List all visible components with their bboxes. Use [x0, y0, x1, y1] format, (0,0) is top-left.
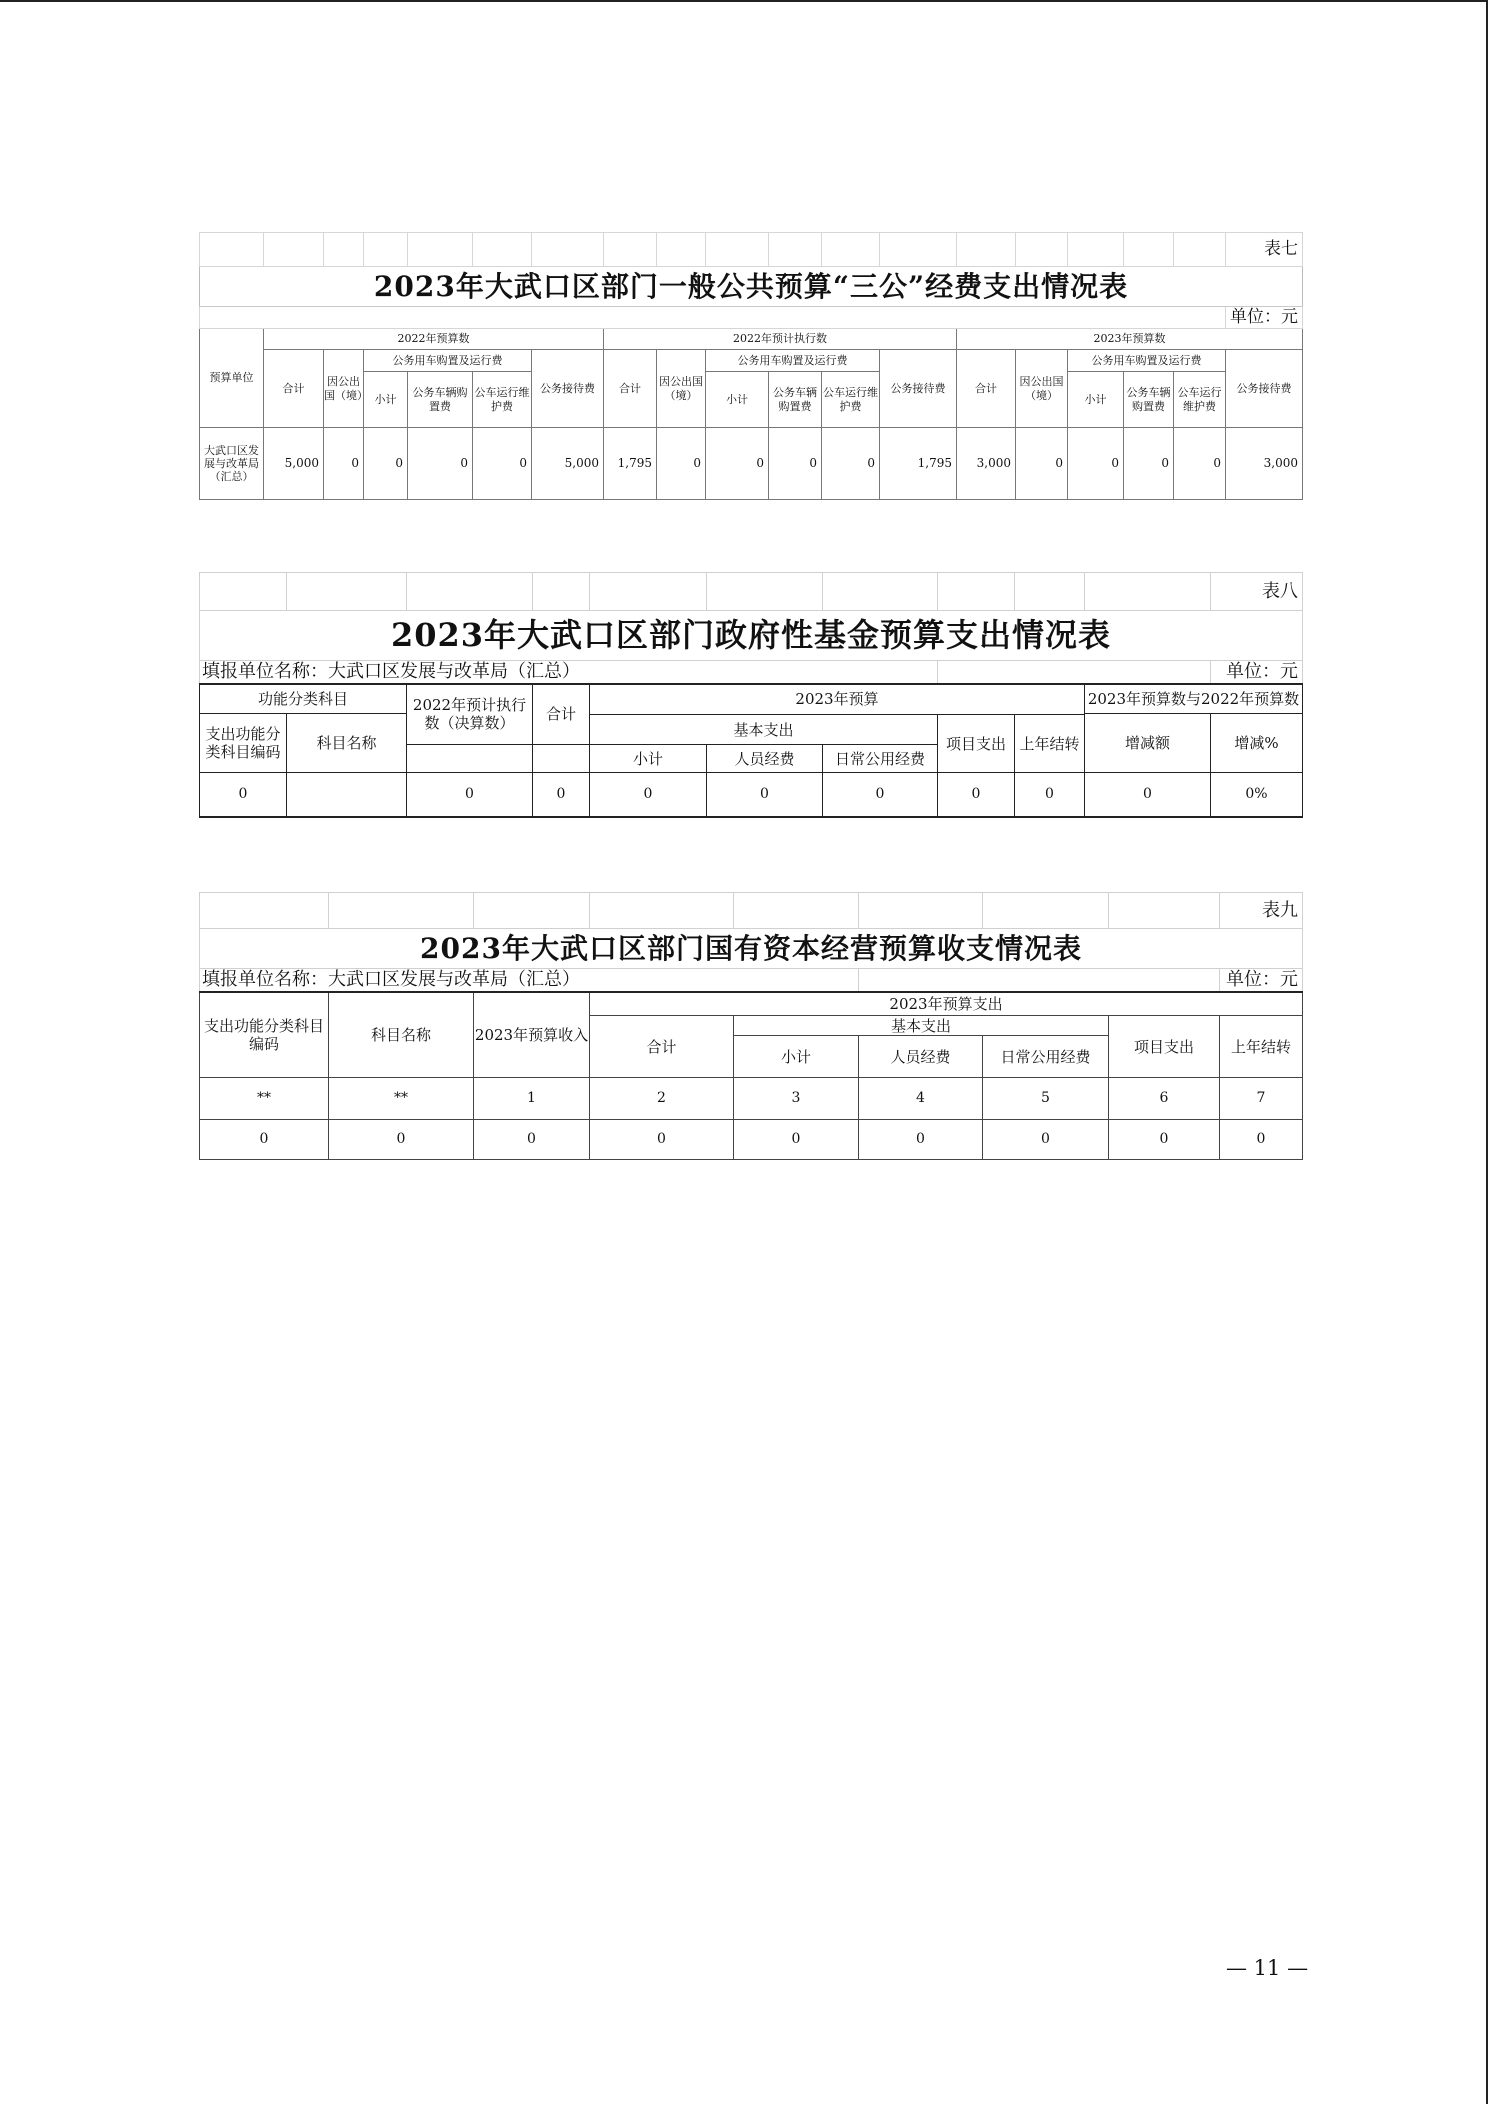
cell-2022-exec-reception: 1,795 — [880, 428, 957, 500]
column-header-daily: 日常公用经费 — [823, 745, 938, 773]
index-cell: 7 — [1220, 1078, 1303, 1120]
cell-2023-budget-purchase: 0 — [1124, 428, 1174, 500]
cell-subtotal: 0 — [590, 773, 707, 817]
group-header-2023-budget: 2023年预算 — [590, 684, 1085, 715]
column-header-total-spacer — [533, 745, 590, 773]
index-cell: ** — [329, 1078, 474, 1120]
cell-2023-budget-subtotal: 0 — [1068, 428, 1124, 500]
cell-total: 0 — [533, 773, 590, 817]
cell-daily: 0 — [823, 773, 938, 817]
cell-carry: 0 — [1220, 1120, 1303, 1160]
cell-2022-budget-reception: 5,000 — [532, 428, 604, 500]
column-header-project: 项目支出 — [938, 715, 1015, 773]
column-header-total: 合计 — [957, 350, 1016, 428]
table-state-capital-budget — [199, 892, 1303, 1160]
cell-2022-budget-abroad: 0 — [324, 428, 364, 500]
table-government-fund-budget — [199, 572, 1303, 818]
table-three-public-expenses — [199, 232, 1303, 500]
cell-2023-budget-operation: 0 — [1174, 428, 1226, 500]
cell-2022-exec-abroad: 0 — [657, 428, 706, 500]
cell-income: 0 — [474, 1120, 590, 1160]
column-header-total: 合计 — [264, 350, 324, 428]
table-tag: 表九 — [1220, 893, 1303, 929]
column-header-abroad: 因公出国（境） — [324, 350, 364, 428]
column-header-subtotal: 小计 — [706, 372, 769, 428]
cell-2023-budget-total: 3,000 — [957, 428, 1016, 500]
cell-personnel: 0 — [707, 773, 823, 817]
column-header-name: 科目名称 — [287, 714, 407, 773]
cell-2022-budget-total: 5,000 — [264, 428, 324, 500]
cell-2022-budget-operation: 0 — [473, 428, 532, 500]
cell-personnel: 0 — [859, 1120, 983, 1160]
table-title: 2023年大武口区部门国有资本经营预算收支情况表 — [200, 929, 1303, 969]
group-header-compare: 2023年预算数与2022年预算数 — [1085, 684, 1303, 714]
cell-subtotal: 0 — [734, 1120, 859, 1160]
column-header-name: 科目名称 — [329, 992, 474, 1078]
column-header-total: 合计 — [533, 684, 590, 745]
column-header-subtotal: 小计 — [590, 745, 707, 773]
cell-2022-exec-total: 1,795 — [604, 428, 657, 500]
column-header-basic: 基本支出 — [590, 715, 938, 745]
column-header-operation: 公车运行维护费 — [822, 372, 880, 428]
column-header-purchase: 公务车辆购置费 — [408, 372, 473, 428]
column-header-unit: 预算单位 — [200, 329, 264, 428]
column-header-carry: 上年结转 — [1015, 715, 1085, 773]
page-top-edge — [0, 0, 1488, 2]
column-header-abroad: 因公出国（境） — [1016, 350, 1068, 428]
cell-carry: 0 — [1015, 773, 1085, 817]
column-header-purchase: 公务车辆购置费 — [1124, 372, 1174, 428]
cell-2022-exec-purchase: 0 — [769, 428, 822, 500]
unit-label: 单位：元 — [1226, 307, 1303, 329]
index-cell: 4 — [859, 1078, 983, 1120]
index-cell: 3 — [734, 1078, 859, 1120]
column-header-vehicle: 公务用车购置及运行费 — [364, 350, 532, 372]
row-unit-name: 大武口区发展与改革局（汇总） — [200, 428, 264, 500]
column-header-operation: 公车运行维护费 — [473, 372, 532, 428]
org-label: 填报单位名称：大武口区发展与改革局（汇总） — [200, 969, 859, 992]
cell-2022-budget-subtotal: 0 — [364, 428, 408, 500]
column-header-reception: 公务接待费 — [532, 350, 604, 428]
column-header-carry: 上年结转 — [1220, 1016, 1303, 1078]
cell-name: 0 — [329, 1120, 474, 1160]
column-header-diff: 增减额 — [1085, 714, 1211, 773]
cell-2023-budget-abroad: 0 — [1016, 428, 1068, 500]
cell-2023-budget-reception: 3,000 — [1226, 428, 1303, 500]
column-header-vehicle: 公务用车购置及运行费 — [1068, 350, 1226, 372]
column-header-vehicle: 公务用车购置及运行费 — [706, 350, 880, 372]
group-header-2022-execution: 2022年预计执行数 — [604, 329, 957, 350]
column-header-code: 支出功能分类科目编码 — [200, 714, 287, 773]
cell-daily: 0 — [983, 1120, 1109, 1160]
column-header-daily: 日常公用经费 — [983, 1036, 1109, 1078]
cell-project: 0 — [1109, 1120, 1220, 1160]
unit-label: 单位：元 — [1220, 969, 1303, 992]
cell-2022-budget-purchase: 0 — [408, 428, 473, 500]
cell-diff: 0 — [1085, 773, 1211, 817]
column-header-reception: 公务接待费 — [1226, 350, 1303, 428]
column-header-reception: 公务接待费 — [880, 350, 957, 428]
table-tag: 表八 — [1211, 573, 1303, 611]
column-header-exec2022: 2022年预计执行数（决算数） — [407, 684, 533, 745]
unit-label: 单位：元 — [1211, 661, 1303, 684]
column-header-operation: 公车运行维护费 — [1174, 372, 1226, 428]
column-header-exec2022-spacer — [407, 745, 533, 773]
column-header-abroad: 因公出国（境） — [657, 350, 706, 428]
index-cell: 2 — [590, 1078, 734, 1120]
cell-diff-pct: 0% — [1211, 773, 1303, 817]
column-header-personnel: 人员经费 — [707, 745, 823, 773]
column-header-func: 功能分类科目 — [200, 684, 407, 714]
table-title: 2023年大武口区部门政府性基金预算支出情况表 — [200, 611, 1303, 661]
column-header-total: 合计 — [590, 1016, 734, 1078]
index-cell: 6 — [1109, 1078, 1220, 1120]
cell-code: 0 — [200, 1120, 329, 1160]
index-cell: 5 — [983, 1078, 1109, 1120]
cell-name — [287, 773, 407, 817]
table-tag: 表七 — [1226, 233, 1303, 267]
column-header-code: 支出功能分类科目编码 — [200, 992, 329, 1078]
column-header-project: 项目支出 — [1109, 1016, 1220, 1078]
column-header-subtotal: 小计 — [364, 372, 408, 428]
column-header-diff-pct: 增减% — [1211, 714, 1303, 773]
column-header-purchase: 公务车辆购置费 — [769, 372, 822, 428]
group-header-2022-budget: 2022年预算数 — [264, 329, 604, 350]
index-cell: ** — [200, 1078, 329, 1120]
group-header-expense: 2023年预算支出 — [590, 992, 1303, 1016]
page-number: — 11 — — [1226, 1956, 1309, 1980]
column-header-personnel: 人员经费 — [859, 1036, 983, 1078]
table-title: 2023年大武口区部门一般公共预算“三公”经费支出情况表 — [200, 267, 1303, 307]
group-header-2023-budget: 2023年预算数 — [957, 329, 1303, 350]
cell-code: 0 — [200, 773, 287, 817]
cell-exec2022: 0 — [407, 773, 533, 817]
cell-project: 0 — [938, 773, 1015, 817]
column-header-total: 合计 — [604, 350, 657, 428]
column-header-subtotal: 小计 — [734, 1036, 859, 1078]
cell-2022-exec-subtotal: 0 — [706, 428, 769, 500]
cell-2022-exec-operation: 0 — [822, 428, 880, 500]
cell-total: 0 — [590, 1120, 734, 1160]
column-header-subtotal: 小计 — [1068, 372, 1124, 428]
index-cell: 1 — [474, 1078, 590, 1120]
column-header-income: 2023年预算收入 — [474, 992, 590, 1078]
org-label: 填报单位名称：大武口区发展与改革局（汇总） — [200, 661, 938, 684]
column-header-basic: 基本支出 — [734, 1016, 1109, 1036]
